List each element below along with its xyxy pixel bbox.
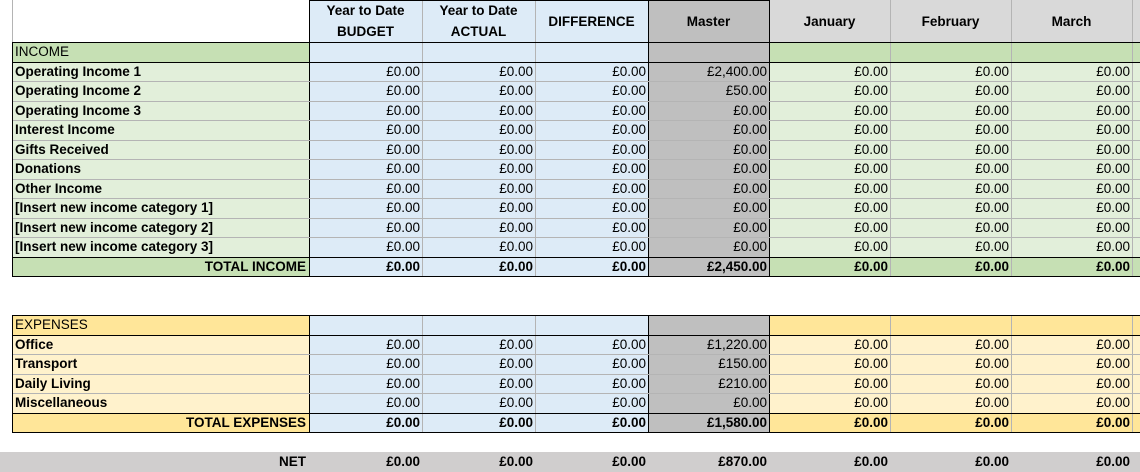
header-line: January <box>803 13 856 29</box>
expense-total-next[interactable] <box>1132 413 1140 433</box>
expense-title-cell-next[interactable] <box>1132 315 1140 335</box>
income-cell-february[interactable]: £0.00 <box>890 218 1011 238</box>
income-cell-next[interactable] <box>1132 62 1140 82</box>
expense-cell-february[interactable]: £0.00 <box>890 354 1011 374</box>
income-cell-february[interactable]: £0.00 <box>890 179 1011 199</box>
grid-line <box>12 81 1140 82</box>
net-march[interactable]: £0.00 <box>1011 452 1132 472</box>
income-cell-ytd-budget[interactable]: £0.00 <box>309 81 422 101</box>
income-cell-master[interactable]: £0.00 <box>648 198 769 218</box>
grid-line <box>309 0 769 1</box>
expense-cell-master[interactable]: £1,220.00 <box>648 335 769 355</box>
expense-total-label: TOTAL EXPENSES <box>12 413 309 433</box>
income-title-cell-ytd-actual[interactable] <box>422 42 535 62</box>
grid-line <box>1011 0 1012 42</box>
grid-line <box>12 179 1140 180</box>
income-cell-january[interactable]: £0.00 <box>769 159 890 179</box>
income-cell-next[interactable] <box>1132 120 1140 140</box>
header-line: Year to Date <box>326 3 405 18</box>
income-cell-ytd-budget[interactable]: £0.00 <box>309 179 422 199</box>
income-row-label: Operating Income 3 <box>12 101 309 121</box>
grid-line <box>309 0 310 42</box>
header-line: March <box>1051 13 1092 29</box>
income-cell-january[interactable]: £0.00 <box>769 81 890 101</box>
income-cell-master[interactable]: £0.00 <box>648 179 769 199</box>
net-next[interactable] <box>1132 452 1140 472</box>
expense-section-title: EXPENSES <box>12 315 309 335</box>
expense-total-march[interactable]: £0.00 <box>1011 413 1132 433</box>
expense-cell-next[interactable] <box>1132 354 1140 374</box>
income-cell-ytd-budget[interactable]: £0.00 <box>309 218 422 238</box>
income-row-label: [Insert new income category 3] <box>12 237 309 257</box>
grid-line <box>422 0 423 42</box>
income-cell-master[interactable]: £0.00 <box>648 237 769 257</box>
grid-line <box>12 276 1140 277</box>
header-march[interactable] <box>1011 0 1132 42</box>
income-cell-march[interactable]: £0.00 <box>1011 198 1132 218</box>
expense-cell-difference[interactable]: £0.00 <box>535 354 648 374</box>
expense-cell-january[interactable]: £0.00 <box>769 374 890 394</box>
income-cell-difference[interactable]: £0.00 <box>535 218 648 238</box>
income-cell-ytd-budget[interactable]: £0.00 <box>309 101 422 121</box>
income-cell-march[interactable]: £0.00 <box>1011 179 1132 199</box>
expense-title-cell-master[interactable] <box>648 315 769 335</box>
income-cell-february[interactable]: £0.00 <box>890 120 1011 140</box>
income-title-cell-february[interactable] <box>890 42 1011 62</box>
income-cell-march[interactable]: £0.00 <box>1011 159 1132 179</box>
expense-title-cell-difference[interactable] <box>535 315 648 335</box>
income-total-master[interactable]: £2,450.00 <box>648 257 769 277</box>
expense-cell-february[interactable]: £0.00 <box>890 335 1011 355</box>
income-total-difference[interactable]: £0.00 <box>535 257 648 277</box>
header-master[interactable] <box>648 0 769 42</box>
grid-line <box>12 159 1140 160</box>
expense-cell-ytd-actual[interactable]: £0.00 <box>422 393 535 413</box>
income-cell-january[interactable]: £0.00 <box>769 120 890 140</box>
grid-line <box>12 374 1140 375</box>
expense-title-cell-january[interactable] <box>769 315 890 335</box>
income-cell-difference[interactable]: £0.00 <box>535 198 648 218</box>
net-label: NET <box>0 452 309 472</box>
grid-line <box>648 0 649 42</box>
grid-line <box>12 257 1140 258</box>
income-cell-january[interactable]: £0.00 <box>769 62 890 82</box>
grid-line <box>12 101 1140 102</box>
income-row-label: [Insert new income category 2] <box>12 218 309 238</box>
income-cell-ytd-actual[interactable]: £0.00 <box>422 101 535 121</box>
income-cell-next[interactable] <box>1132 198 1140 218</box>
grid-line <box>12 140 1140 141</box>
expense-cell-master[interactable]: £210.00 <box>648 374 769 394</box>
grid-line <box>12 42 13 276</box>
header-line: Master <box>686 13 731 29</box>
income-cell-ytd-budget[interactable]: £0.00 <box>309 140 422 160</box>
grid-line <box>12 120 1140 121</box>
grid-line <box>12 315 1140 316</box>
income-cell-march[interactable]: £0.00 <box>1011 140 1132 160</box>
grid-line <box>12 432 1140 433</box>
expense-cell-difference[interactable]: £0.00 <box>535 374 648 394</box>
expense-total-ytd-actual[interactable]: £0.00 <box>422 413 535 433</box>
income-cell-ytd-budget[interactable]: £0.00 <box>309 198 422 218</box>
income-cell-february[interactable]: £0.00 <box>890 62 1011 82</box>
header-line: Year to Date <box>439 3 518 18</box>
net-january[interactable]: £0.00 <box>769 452 890 472</box>
expense-cell-ytd-actual[interactable]: £0.00 <box>422 374 535 394</box>
income-section-title: INCOME <box>12 42 309 62</box>
grid-line <box>12 0 13 42</box>
expense-cell-january[interactable]: £0.00 <box>769 393 890 413</box>
income-cell-january[interactable]: £0.00 <box>769 101 890 121</box>
grid-line <box>12 315 13 432</box>
income-cell-ytd-actual[interactable]: £0.00 <box>422 120 535 140</box>
income-total-january[interactable]: £0.00 <box>769 257 890 277</box>
income-cell-march[interactable]: £0.00 <box>1011 120 1132 140</box>
income-cell-difference[interactable]: £0.00 <box>535 237 648 257</box>
expense-cell-march[interactable]: £0.00 <box>1011 374 1132 394</box>
income-title-cell-march[interactable] <box>1011 42 1132 62</box>
expense-row-label: Daily Living <box>12 374 309 394</box>
expense-row-label: Office <box>12 335 309 355</box>
net-difference[interactable]: £0.00 <box>535 452 648 472</box>
grid-line <box>12 198 1140 199</box>
net-ytd-budget[interactable]: £0.00 <box>309 452 422 472</box>
income-title-cell-january[interactable] <box>769 42 890 62</box>
expense-cell-difference[interactable]: £0.00 <box>535 393 648 413</box>
income-cell-march[interactable]: £0.00 <box>1011 62 1132 82</box>
grid-line <box>12 42 1140 43</box>
income-cell-february[interactable]: £0.00 <box>890 198 1011 218</box>
income-cell-difference[interactable]: £0.00 <box>535 120 648 140</box>
expense-cell-master[interactable]: £150.00 <box>648 354 769 374</box>
income-cell-january[interactable]: £0.00 <box>769 179 890 199</box>
expense-cell-ytd-actual[interactable]: £0.00 <box>422 354 535 374</box>
income-cell-ytd-budget[interactable]: £0.00 <box>309 237 422 257</box>
income-row-label: Donations <box>12 159 309 179</box>
income-cell-march[interactable]: £0.00 <box>1011 237 1132 257</box>
income-cell-february[interactable]: £0.00 <box>890 101 1011 121</box>
income-total-ytd-budget[interactable]: £0.00 <box>309 257 422 277</box>
header-february[interactable] <box>890 0 1011 42</box>
grid-line <box>12 237 1140 238</box>
income-cell-difference[interactable]: £0.00 <box>535 81 648 101</box>
income-title-cell-next[interactable] <box>1132 42 1140 62</box>
income-cell-january[interactable]: £0.00 <box>769 140 890 160</box>
net-master[interactable]: £870.00 <box>648 452 769 472</box>
income-cell-ytd-actual[interactable]: £0.00 <box>422 81 535 101</box>
expense-title-cell-february[interactable] <box>890 315 1011 335</box>
expense-cell-next[interactable] <box>1132 335 1140 355</box>
income-title-cell-master[interactable] <box>648 42 769 62</box>
expense-total-january[interactable]: £0.00 <box>769 413 890 433</box>
expense-total-difference[interactable]: £0.00 <box>535 413 648 433</box>
income-title-cell-difference[interactable] <box>535 42 648 62</box>
header-ytd-budget[interactable] <box>309 0 422 42</box>
header-ytd-actual[interactable] <box>422 0 535 42</box>
expense-cell-next[interactable] <box>1132 393 1140 413</box>
income-cell-march[interactable]: £0.00 <box>1011 218 1132 238</box>
expense-title-cell-ytd-budget[interactable] <box>309 315 422 335</box>
grid-line <box>890 0 891 42</box>
income-row-label: [Insert new income category 1] <box>12 198 309 218</box>
income-total-ytd-actual[interactable]: £0.00 <box>422 257 535 277</box>
header-line: BUDGET <box>337 24 394 39</box>
income-cell-next[interactable] <box>1132 81 1140 101</box>
income-cell-next[interactable] <box>1132 237 1140 257</box>
income-cell-february[interactable]: £0.00 <box>890 159 1011 179</box>
expense-cell-march[interactable]: £0.00 <box>1011 393 1132 413</box>
header-january[interactable] <box>769 0 890 42</box>
income-cell-february[interactable]: £0.00 <box>890 81 1011 101</box>
income-row-label: Operating Income 2 <box>12 81 309 101</box>
expense-title-cell-ytd-actual[interactable] <box>422 315 535 335</box>
expense-row-label: Transport <box>12 354 309 374</box>
income-cell-ytd-actual[interactable]: £0.00 <box>422 62 535 82</box>
income-total-label: TOTAL INCOME <box>12 257 309 277</box>
income-cell-master[interactable]: £0.00 <box>648 120 769 140</box>
income-cell-ytd-actual[interactable]: £0.00 <box>422 140 535 160</box>
grid-line <box>12 413 1140 414</box>
expense-title-cell-march[interactable] <box>1011 315 1132 335</box>
income-cell-ytd-actual[interactable]: £0.00 <box>422 159 535 179</box>
header-line: DIFFERENCE <box>548 13 635 29</box>
income-total-march[interactable]: £0.00 <box>1011 257 1132 277</box>
net-february[interactable]: £0.00 <box>890 452 1011 472</box>
income-cell-next[interactable] <box>1132 179 1140 199</box>
income-cell-master[interactable]: £50.00 <box>648 81 769 101</box>
income-title-cell-ytd-budget[interactable] <box>309 42 422 62</box>
header-difference[interactable] <box>535 0 648 42</box>
grid-line <box>535 0 536 42</box>
expense-cell-february[interactable]: £0.00 <box>890 374 1011 394</box>
income-cell-difference[interactable]: £0.00 <box>535 101 648 121</box>
income-cell-ytd-budget[interactable]: £0.00 <box>309 120 422 140</box>
income-cell-january[interactable]: £0.00 <box>769 237 890 257</box>
expense-cell-next[interactable] <box>1132 374 1140 394</box>
income-row-label: Interest Income <box>12 120 309 140</box>
expense-cell-ytd-budget[interactable]: £0.00 <box>309 374 422 394</box>
expense-cell-difference[interactable]: £0.00 <box>535 335 648 355</box>
income-row-label: Gifts Received <box>12 140 309 160</box>
grid-line <box>12 393 1140 394</box>
income-cell-difference[interactable]: £0.00 <box>535 62 648 82</box>
income-cell-february[interactable]: £0.00 <box>890 140 1011 160</box>
income-cell-march[interactable]: £0.00 <box>1011 81 1132 101</box>
income-cell-master[interactable]: £0.00 <box>648 140 769 160</box>
net-ytd-actual[interactable]: £0.00 <box>422 452 535 472</box>
income-cell-ytd-budget[interactable]: £0.00 <box>309 159 422 179</box>
income-row-label: Operating Income 1 <box>12 62 309 82</box>
expense-cell-ytd-budget[interactable]: £0.00 <box>309 393 422 413</box>
expense-cell-march[interactable]: £0.00 <box>1011 354 1132 374</box>
expense-cell-january[interactable]: £0.00 <box>769 354 890 374</box>
income-cell-ytd-actual[interactable]: £0.00 <box>422 237 535 257</box>
expense-cell-master[interactable]: £0.00 <box>648 393 769 413</box>
expense-cell-january[interactable]: £0.00 <box>769 335 890 355</box>
income-cell-next[interactable] <box>1132 101 1140 121</box>
expense-cell-ytd-actual[interactable]: £0.00 <box>422 335 535 355</box>
expense-total-master[interactable]: £1,580.00 <box>648 413 769 433</box>
income-total-next[interactable] <box>1132 257 1140 277</box>
expense-cell-february[interactable]: £0.00 <box>890 393 1011 413</box>
income-cell-difference[interactable]: £0.00 <box>535 159 648 179</box>
grid-line <box>12 335 1140 336</box>
income-cell-difference[interactable]: £0.00 <box>535 140 648 160</box>
income-cell-next[interactable] <box>1132 159 1140 179</box>
header-line: February <box>921 13 980 29</box>
income-cell-ytd-budget[interactable]: £0.00 <box>309 62 422 82</box>
grid-line <box>12 62 1140 63</box>
income-cell-march[interactable]: £0.00 <box>1011 101 1132 121</box>
income-cell-master[interactable]: £0.00 <box>648 159 769 179</box>
header-line: ACTUAL <box>450 24 507 39</box>
grid-line <box>12 354 1140 355</box>
grid-line <box>1132 0 1133 42</box>
grid-line <box>769 0 770 42</box>
expense-cell-ytd-budget[interactable]: £0.00 <box>309 354 422 374</box>
income-cell-master[interactable]: £0.00 <box>648 101 769 121</box>
income-total-february[interactable]: £0.00 <box>890 257 1011 277</box>
income-cell-next[interactable] <box>1132 218 1140 238</box>
income-cell-difference[interactable]: £0.00 <box>535 179 648 199</box>
expense-row-label: Miscellaneous <box>12 393 309 413</box>
expense-total-ytd-budget[interactable]: £0.00 <box>309 413 422 433</box>
income-cell-ytd-actual[interactable]: £0.00 <box>422 218 535 238</box>
income-cell-january[interactable]: £0.00 <box>769 218 890 238</box>
header-next-month[interactable] <box>1132 0 1140 42</box>
income-row-label: Other Income <box>12 179 309 199</box>
income-cell-next[interactable] <box>1132 140 1140 160</box>
grid-line <box>12 218 1140 219</box>
income-cell-ytd-actual[interactable]: £0.00 <box>422 198 535 218</box>
income-cell-february[interactable]: £0.00 <box>890 237 1011 257</box>
income-cell-ytd-actual[interactable]: £0.00 <box>422 179 535 199</box>
expense-cell-march[interactable]: £0.00 <box>1011 335 1132 355</box>
expense-total-february[interactable]: £0.00 <box>890 413 1011 433</box>
income-cell-master[interactable]: £0.00 <box>648 218 769 238</box>
income-cell-master[interactable]: £2,400.00 <box>648 62 769 82</box>
expense-cell-ytd-budget[interactable]: £0.00 <box>309 335 422 355</box>
income-cell-january[interactable]: £0.00 <box>769 198 890 218</box>
